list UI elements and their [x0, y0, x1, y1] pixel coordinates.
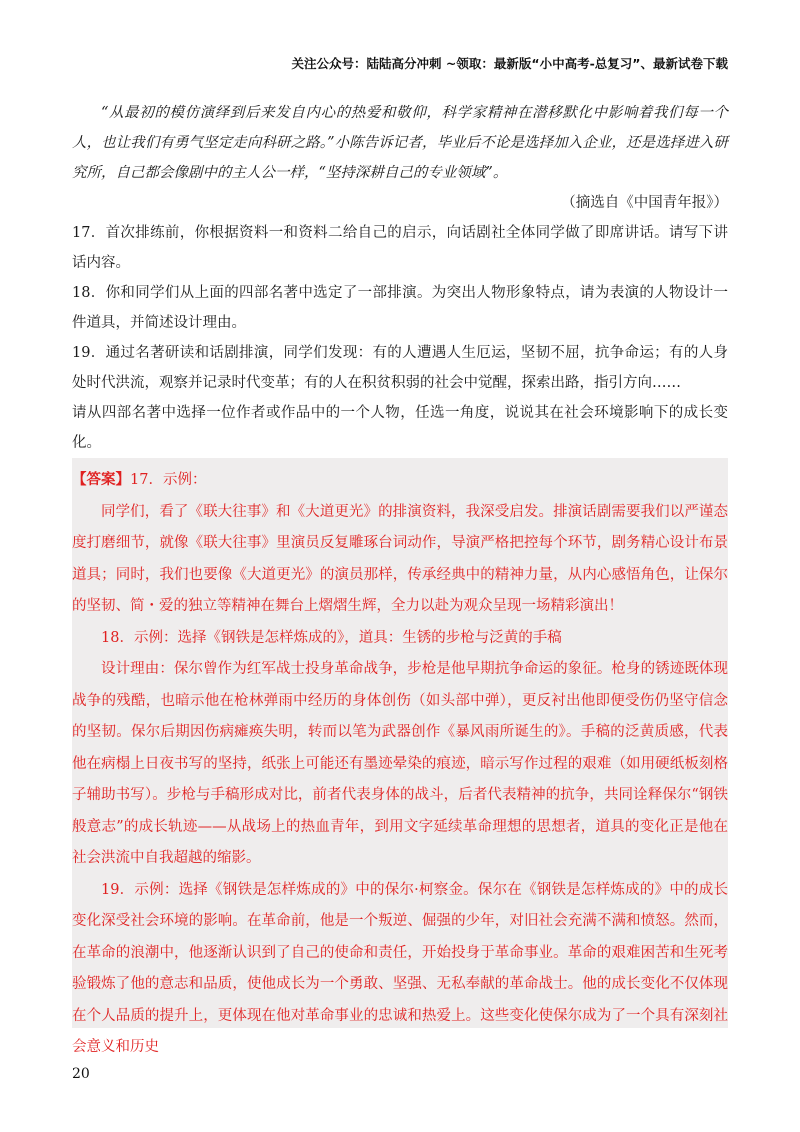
passage-quote: “从最初的模仿演绎到后来发自内心的热爱和敬仰，科学家精神在潜移默化中影响着我们每一个人，也让我们有勇气坚定走向科研之路。”小陈告诉记者，毕业后不论是选择加入企业，还是选择进入研究所，自己都会像剧中的主人公一样，“坚持深耕自己的专业领域”。	[72, 105, 728, 181]
question-19-prompt: 请从四部名著中选择一位作者或作品中的一个人物，任选一角度，说说其在社会环境影响下的成长变化。	[72, 405, 728, 451]
question-section	[72, 98, 728, 458]
question-19: 19．通过名著研读和话剧排演，同学们发现：有的人遭遇人生厄运，坚韧不屈，抗争命运；有的人身处时代洪流，观察并记录时代变革；有的人在积贫积弱的社会中觉醒，探索出路，指引方向……	[72, 345, 728, 391]
answer-19-text: 19．示例：选择《钢铁是怎样炼成的》中的保尔·柯察金。保尔在《钢铁是怎样炼成的》中的成长变化深受社会环境的影响。在革命前，他是一个叛逆、倔强的少年，对旧社会充满不满和愤怒。然而，在革命的浪潮中，他逐渐认识到了自己的使命和责任，开始投身于革命事业。革命的艰难困苦和生死考验锻炼了他的意志和品质，使他成长为一个勇敢、坚强、无私奉献的革命战士。他的成长变化不仅体现在个人品质的提升上，更体现在他对革命事业的忠诚和热爱上。这些变化使保尔成为了一个具有深刻社会意义和历史	[72, 881, 728, 1055]
answer-17-text: 同学们，看了《联大往事》和《大道更光》的排演资料，我深受启发。排演话剧需要我们以严谨态度打磨细节，就像《联大往事》里演员反复雕琢台词动作，导演严格把控每个环节，剧务精心设计布景道具；同时，我们也要像《大道更光》的演员那样，传承经典中的精神力量，从内心感悟角色，让保尔的坚韧、简・爱的独立等精神在舞台上熠熠生辉，全力以赴为观众呈现一场精彩演出！	[72, 503, 728, 614]
answer-18-text: 设计理由：保尔曾作为红军战士投身革命战争，步枪是他早期抗争命运的象征。枪身的锈迹既体现战争的残酷，也暗示他在枪林弹雨中经历的身体创伤（如头部中弹），更反衬出他即便受伤仍坚守信念的坚韧。保尔后期因伤病瘫痪失明，转而以笔为武器创作《暴风雨所诞生的》。手稿的泛黄质感，代表他在病榻上日夜书写的坚持，纸张上可能还有墨迹晕染的痕迹，暗示写作过程的艰难（如用硬纸板刻格子辅助书写）。步枪与手稿形成对比，前者代表身体的战斗，后者代表精神的抗争，共同诠释保尔“钢铁般意志”的成长轨迹——从战场上的热血青年，到用文字延续革命理想的思想者，道具的变化正是他在社会洪流中自我超越的缩影。	[72, 661, 728, 866]
question-18: 18．你和同学们从上面的四部名著中选定了一部排演。为突出人物形象特点，请为表演的人物设计一件道具，并简述设计理由。	[72, 285, 728, 331]
answer-17-label: 17．示例：	[130, 472, 207, 488]
answer-17-heading	[72, 464, 728, 497]
question-17: 17．首次排练前，你根据资料一和资料二给自己的启示，向话剧社全体同学做了即席讲话。请写下讲话内容。	[72, 225, 728, 271]
answer-tag: 【答案】	[72, 471, 130, 488]
page-header: 关注公众号：陆陆高分冲刺 ~领取：最新版“小中高考-总复习”、最新试卷下载	[291, 56, 728, 71]
passage-source: （摘选自《中国青年报》）	[561, 195, 728, 211]
answer-box	[72, 458, 728, 1055]
page-number: 20	[72, 1066, 90, 1082]
answer-18-label: 18．示例：选择《钢铁是怎样炼成的》，道具：生锈的步枪与泛黄的手稿	[101, 629, 562, 646]
